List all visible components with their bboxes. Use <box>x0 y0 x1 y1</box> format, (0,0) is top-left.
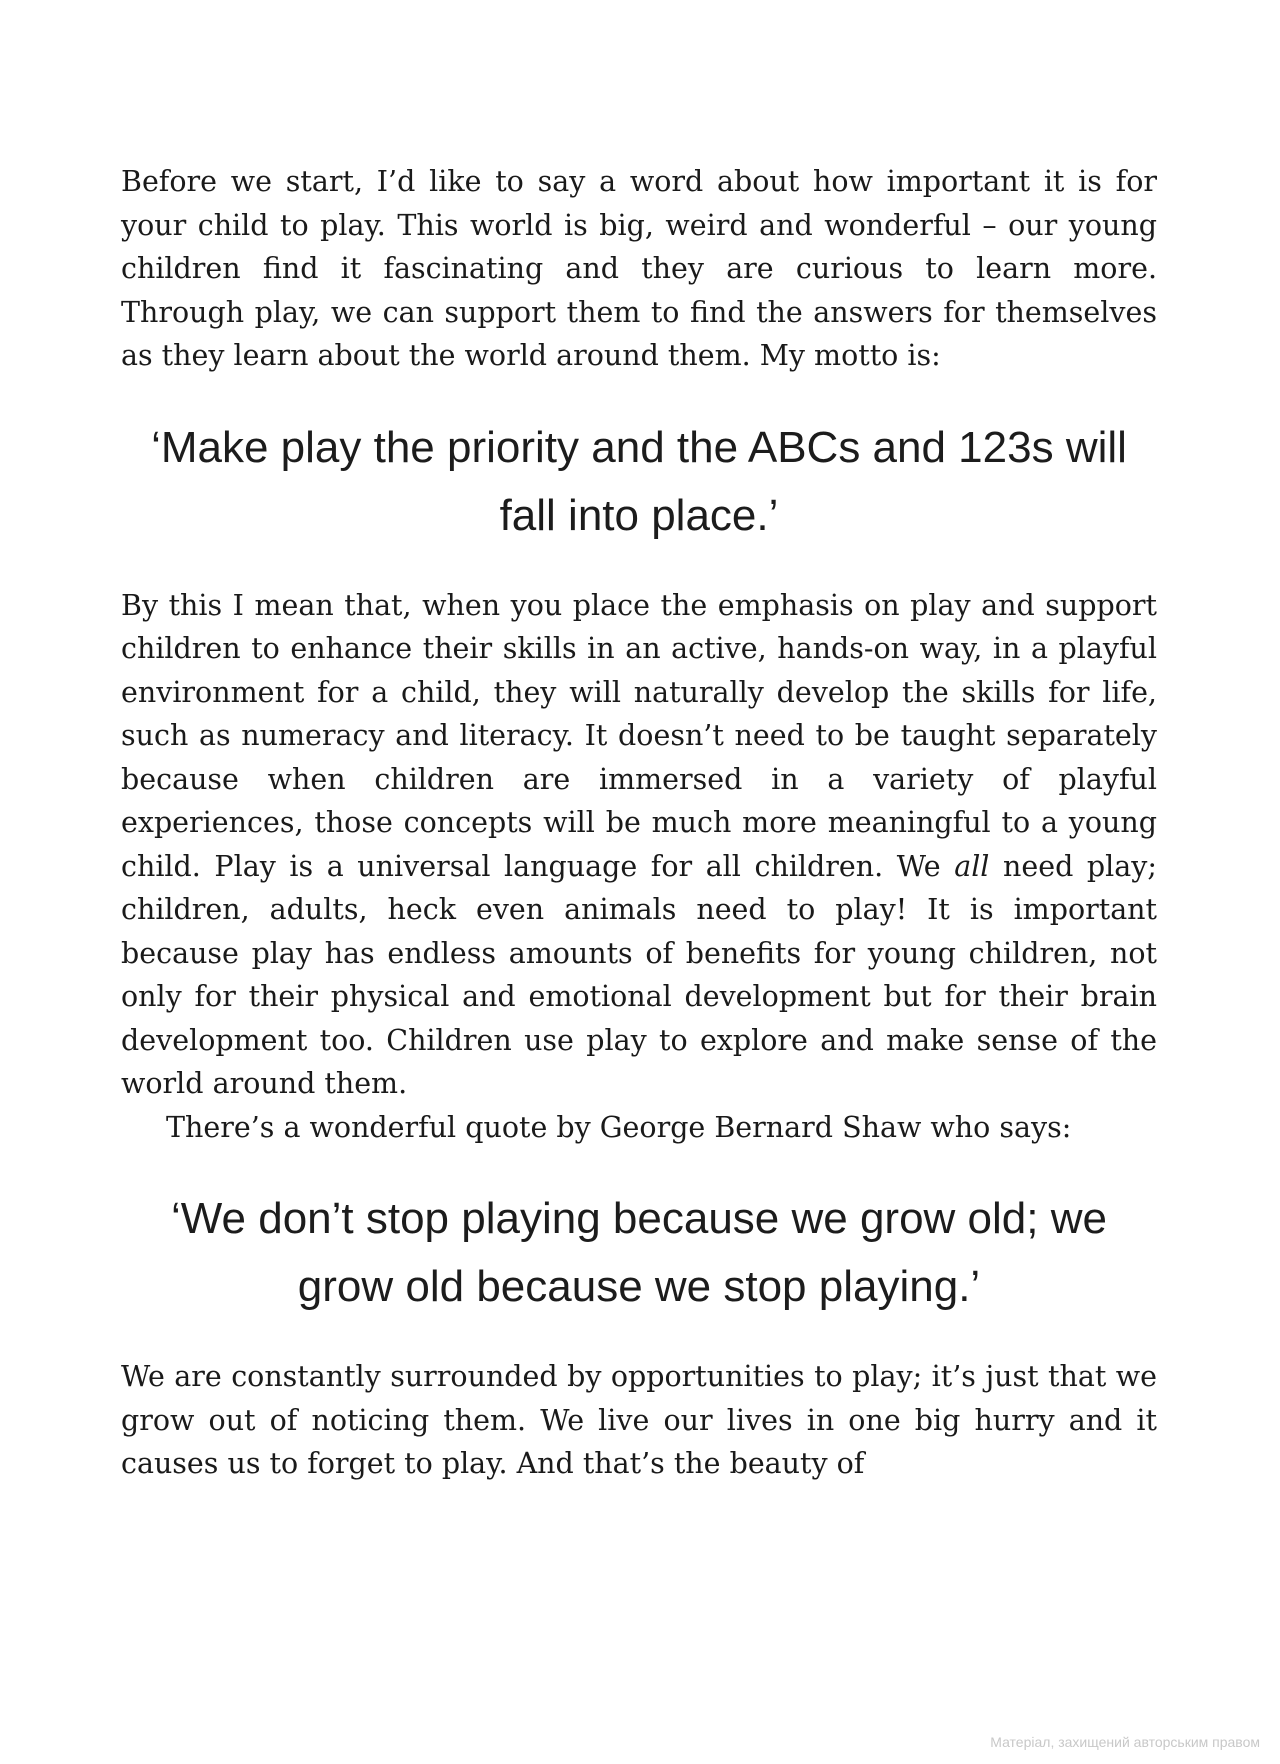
paragraph-text-before: By this I mean that, when you place the emphasis on play and support children to enhance their skills in an active, hands-on way, in a playful environment for a child, they will naturally develop the skills for life, such as numeracy and literacy. It doesn’t need to be taught separately because when children are immersed in a variety of playful experiences, those concepts will be much more meaningful to a young child. Play is a universal language for all children. We <box>121 588 1157 883</box>
paragraph-opportunities: We are constantly surrounded by opportunities to play; it’s just that we grow out of noticing them. We live our lives in one big hurry and it causes us to forget to play. And that’s the beauty of <box>121 1360 1157 1480</box>
paragraph-text-after: need play; children, adults, heck even animals need to play! It is important because play has endless amounts of benefits for young children, not only for their physical and emotional development but for their brain development too. Children use play to explore and make sense of the world around them. <box>121 849 1157 1100</box>
shaw-quote: ‘We don’t stop playing because we grow old; we grow old because we stop playing.’ <box>171 1194 1107 1311</box>
emphasized-word: all <box>954 849 990 883</box>
paragraph-intro: Before we start, I’d like to say a word about how important it is for your child to play. This world is big, weird and wonderful – our young children find it fascinating and they are curious to learn more. Through play, we can support them to find the answers for themselves as they learn about the world around them. My motto is: <box>121 165 1157 372</box>
motto-quote: ‘Make play the priority and the ABCs and 123s will fall into place.’ <box>151 422 1127 540</box>
book-page <box>121 160 1157 1486</box>
copyright-watermark: Матеріал, захищений авторським правом <box>990 1734 1260 1750</box>
paragraph-shaw-intro: There’s a wonderful quote by George Bernard Shaw who says: <box>166 1110 1072 1144</box>
paragraph-play-emphasis <box>121 584 1157 1106</box>
